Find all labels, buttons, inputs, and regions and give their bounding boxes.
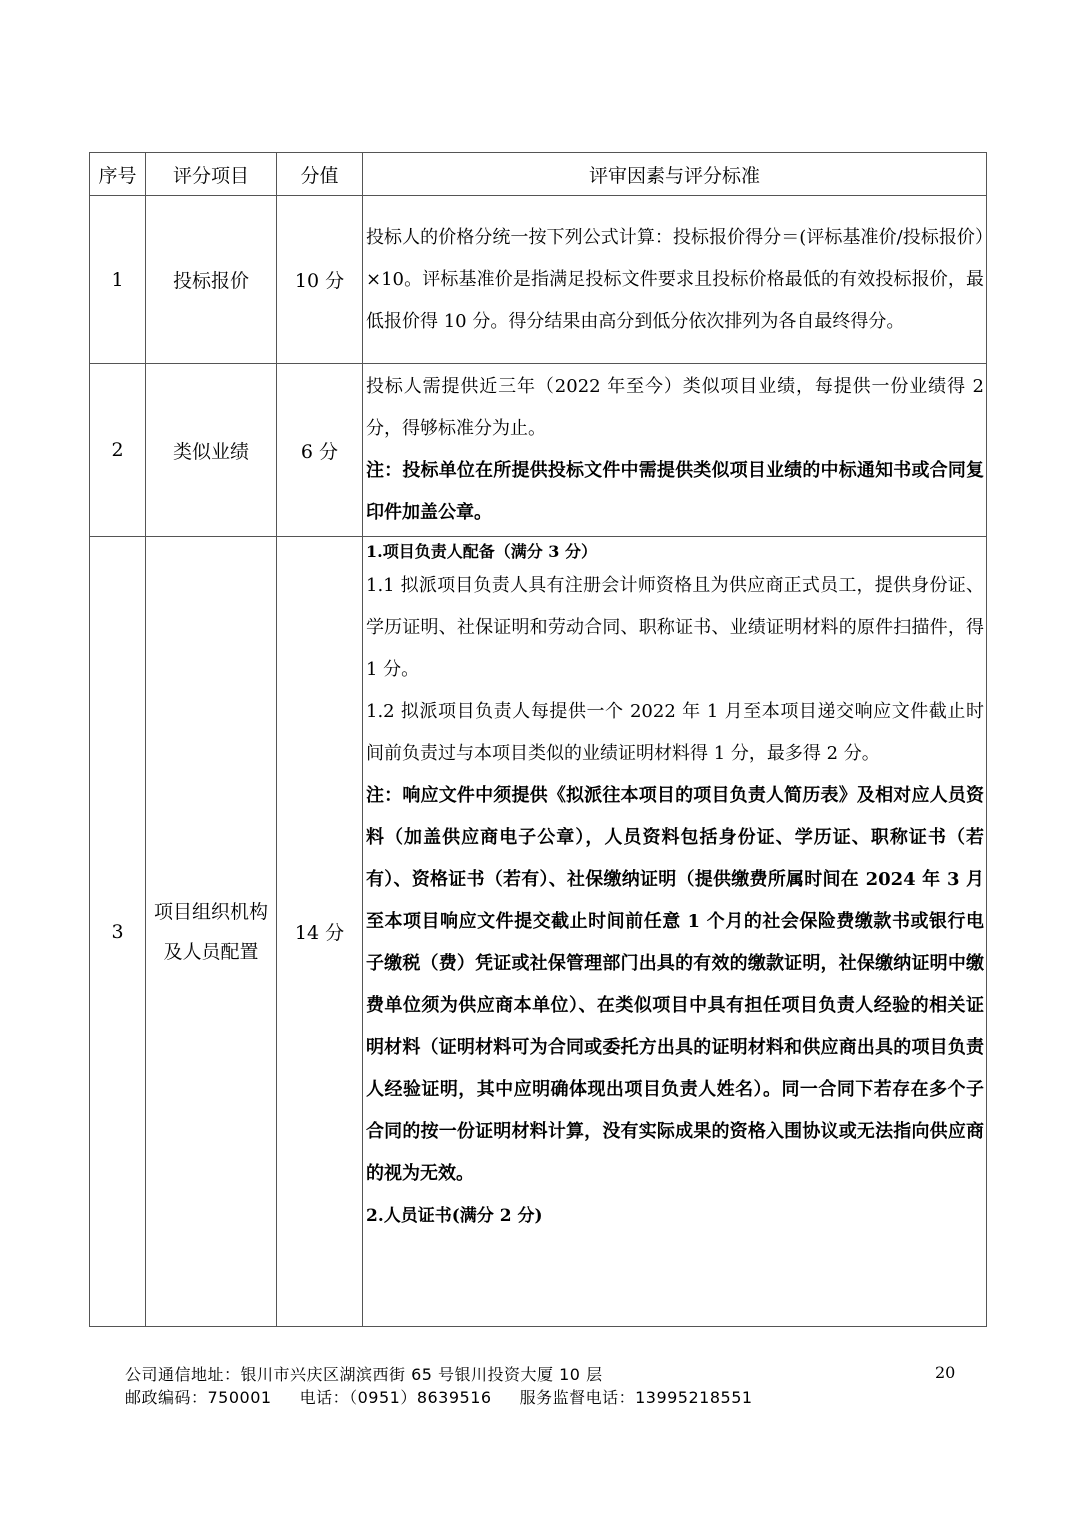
page-number: 20	[935, 1363, 956, 1382]
criteria-note: 注：投标单位在所提供投标文件中需提供类似项目业绩的中标通知书或合同复印件加盖公章。	[366, 460, 984, 523]
table-header-row	[90, 153, 987, 196]
criteria-item-1-1: 1.1 拟派项目负责人具有注册会计师资格且为供应商正式员工，提供身份证、学历证明、社保证明和劳动合同、职称证书、业绩证明材料的原件扫描件，得 1 分。	[366, 575, 984, 680]
scoring-table-container	[89, 152, 986, 1327]
footer-phone: 电话：（0951）8639516	[299, 1388, 492, 1407]
footer-postcode: 邮政编码：750001	[125, 1388, 272, 1407]
row-no: 1	[90, 196, 146, 364]
footer-address: 公司通信地址：银川市兴庆区湖滨西街 65 号银川投资大厦 10 层	[125, 1365, 603, 1384]
row-item-line1: 项目组织机构	[153, 900, 268, 923]
row-score: 6 分	[277, 364, 363, 537]
scoring-table	[89, 152, 987, 1327]
criteria-text: 投标人的价格分统一按下列公式计算：投标报价得分＝(评标基准价/投标报价）×10。评标基准价是指满足投标文件要求且投标价格最低的有效投标报价，最低报价得 10 分。得分结果由高分到低分依次排列为各自最终得分。	[366, 226, 984, 332]
row-score: 10 分	[277, 196, 363, 364]
footer-supervision-phone: 服务监督电话：13995218551	[519, 1388, 753, 1407]
row-criteria	[363, 196, 987, 364]
footer-contact-line	[125, 1386, 753, 1409]
header-criteria: 评审因素与评分标准	[363, 153, 987, 196]
row-item: 类似业绩	[146, 364, 277, 537]
table-row	[90, 537, 987, 1327]
criteria-note: 注：响应文件中须提供《拟派往本项目的项目负责人简历表》及相对应人员资料（加盖供应商电子公章），人员资料包括身份证、学历证、职称证书（若有）、资格证书（若有）、社保缴纳证明（提供缴费所属时间在 2024 年 3 月至本项目响应文件提交截止时间前任意 1 个月的社会保险费缴款书或银行电子缴税（费）凭证或社保管理部门出具的有效的缴款证明，社保缴纳证明中缴费单位须为供应商本单位）、在类似项目中具有担任项目负责人经验的相关证明材料（证明材料可为合同或委托方出具的证明材料和供应商出具的项目负责人经验证明，其中应明确体现出项目负责人姓名）。同一合同下若存在多个子合同的按一份证明材料计算，没有实际成果的资格入围协议或无法指向供应商的视为无效。	[366, 785, 984, 1184]
criteria-heading-2: 2.人员证书(满分 2 分)	[366, 1206, 543, 1226]
row-no: 3	[90, 537, 146, 1327]
page-footer	[125, 1363, 753, 1409]
row-criteria	[363, 537, 987, 1327]
criteria-item-1-2: 1.2 拟派项目负责人每提供一个 2022 年 1 月至本项目递交响应文件截止时间前负责过与本项目类似的业绩证明材料得 1 分，最多得 2 分。	[366, 701, 984, 764]
header-no: 序号	[90, 153, 146, 196]
table-row	[90, 364, 987, 537]
row-item	[146, 537, 277, 1327]
row-no: 2	[90, 364, 146, 537]
row-criteria	[363, 364, 987, 537]
row-item-line2: 及人员配置	[163, 940, 259, 963]
header-item: 评分项目	[146, 153, 277, 196]
table-row	[90, 196, 987, 364]
row-score: 14 分	[277, 537, 363, 1327]
row-item: 投标报价	[146, 196, 277, 364]
criteria-heading-1: 1.项目负责人配备（满分 3 分）	[366, 542, 597, 561]
header-score: 分值	[277, 153, 363, 196]
criteria-text: 投标人需提供近三年（2022 年至今）类似项目业绩，每提供一份业绩得 2 分，得够标准分为止。	[366, 376, 984, 439]
